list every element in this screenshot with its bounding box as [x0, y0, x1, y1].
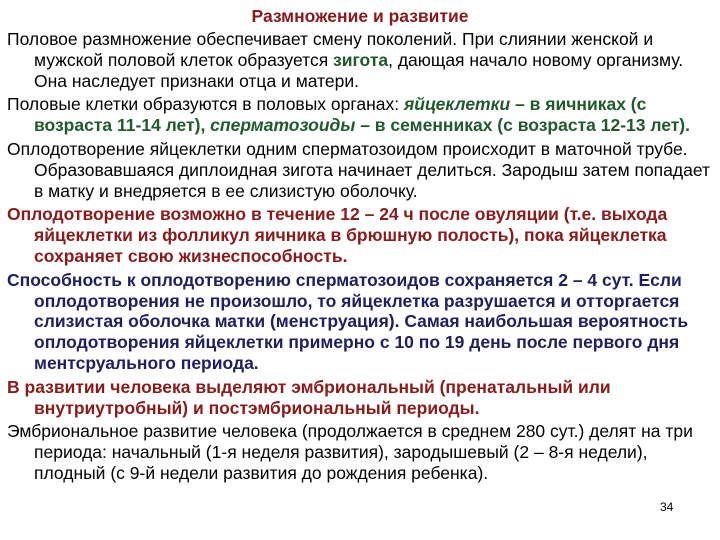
paragraph-sexual-reproduction	[7, 29, 713, 91]
paragraph-text: – в яичниках (с возраста 11-14 лет),	[34, 94, 647, 136]
paragraph-embryonic-development: Эмбриональное развитие человека (продолжается в среднем 280 сут.) делят на три периода: начальный (1-я неделя развития), зародышевый (2 – 8-я недели), плодный (с 9-й недели развития до рождения ребенка).	[7, 421, 693, 483]
paragraph-development-periods: В развитии человека выделяют эмбриональный (пренатальный или внутриутробный) и постэмбриональный периоды.	[7, 376, 611, 418]
paragraph-text: Половое размножение обеспечивает смену поколений. При слиянии женской и мужской половой клеток образуется	[7, 29, 654, 70]
paragraph-text: Половые клетки образуются в половых органах:	[7, 94, 404, 115]
term-ovum: яйцеклетки	[404, 94, 511, 115]
paragraph-text: , дающая начало новому организму. Она наследует признаки отца и матери.	[34, 49, 684, 91]
page-number: 34	[660, 500, 674, 514]
paragraph-fertilization: Оплодотворение яйцеклетки одним сперматозоидом происходит в маточной трубе. Образовавшаяся диплоидная зигота начинает делиться. Зародыш затем попадает в матку и внедряется в ее слизистую оболочку.	[7, 138, 710, 201]
paragraph-sperm-viability: Способность к оплодотворению сперматозоидов сохраняется 2 – 4 сут. Если оплодотворения не произошло, то яйцеклетка разрушается и отторгается слизистая оболочка матки (менструация). Самая наибольшая вероятность оплодотворения яйцеклетки примерно с 10 по 19 день после первого дня ментсруального периода.	[7, 269, 689, 373]
paragraph-fertilization-window: Оплодотворение возможно в течение 12 – 24 ч после овуляции (т.е. выхода яйцеклетки из фолликул яичника в брюшную полость), пока яйцеклетка сохраняет свою жизнеспособность.	[7, 204, 668, 266]
term-zygote: зигота	[333, 49, 389, 70]
paragraph-text: – в семенниках (с возраста 12-13 лет).	[355, 115, 690, 136]
term-sperm: сперматозоиды	[210, 115, 356, 136]
paragraph-germ-cells	[7, 94, 713, 136]
slide-content	[7, 29, 713, 487]
slide-title: Размножение и развитие	[251, 6, 469, 26]
